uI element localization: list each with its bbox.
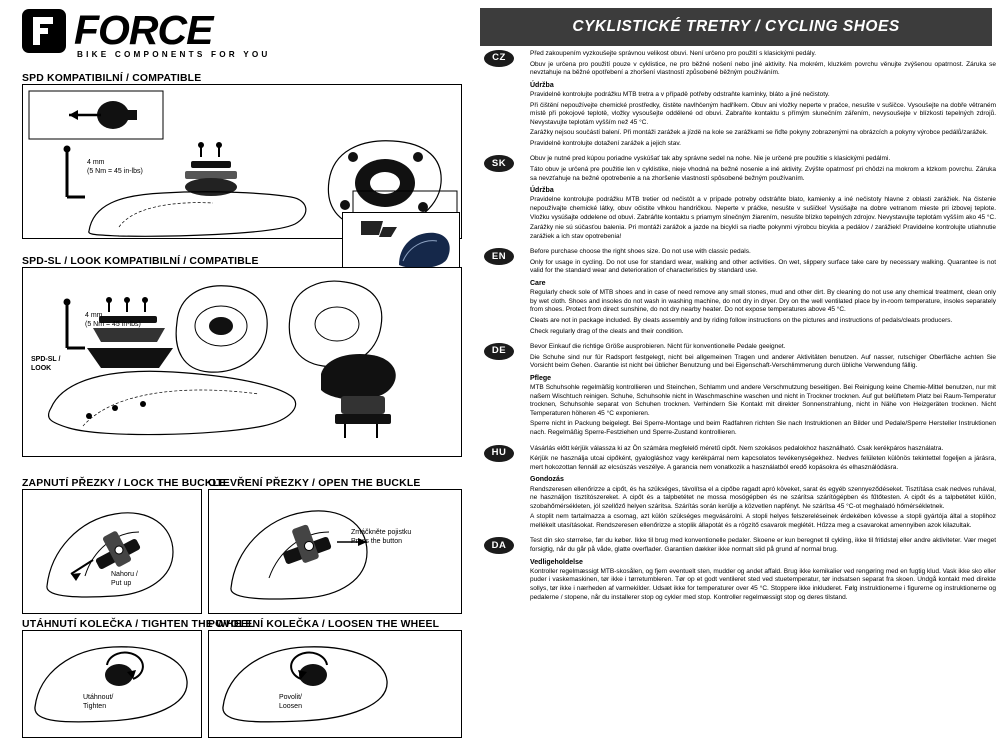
spdsl-diagram-icon bbox=[23, 268, 461, 456]
instructions-column bbox=[484, 50, 996, 705]
section-title-spdsl: SPD-SL / LOOK KOMPATIBILNÍ / COMPATIBLE bbox=[22, 256, 259, 267]
cz-intro-1: Před zakoupením vyzkoušejte správnou velikost obuvi. Není určeno pro použití s klasickými pedály. bbox=[530, 50, 817, 57]
torque-label-spdsl: 4 mm (5 Nm = 45 in-lbs) bbox=[85, 312, 141, 328]
lang-badge-en: EN bbox=[484, 248, 514, 265]
sk-care-1: Pravidelne kontrolujte podrážku MTB tretier od nečistôt a v prípade potreby odstráňte blato, kamienky a iné nečistoty hlavne z oblasti zarážiek. Na čistenie nepoužívajte chemické látky, obuv očistite vlhkou handričkou. Neperte v práčke, nesušte v sušičke! Vysúšajte na dobre vetranom mieste pri izbovej teplote. Vložku vysúšajte oddelene od obuvi. Zabráňte kontaktu s priamym slnečným žiarením, nesušte blízko tepelných zdrojov. Nevystavujte teplotám vyšším ako 45 °C. bbox=[530, 196, 997, 221]
press-button-label: Zmáčkněte pojistku Press the button bbox=[351, 529, 412, 546]
sk-care-title: Údržba bbox=[530, 187, 554, 195]
da-intro-1: Test din sko størrelse, før du køber. Ikke til brug med konventionelle pedaler. Skoene er kun beregnet til cykling, ikke til fritidstøj eller andre aktiviteter. Vær meget forsigtig, når du går på våde, glatte overflader. Garantien dækker ikke normalt slid på grund af normal brug. bbox=[530, 537, 996, 554]
figure-spdsl-compatible bbox=[22, 267, 462, 457]
figure-lock-buckle bbox=[22, 489, 202, 614]
hu-care-2: A stoplit nem tartalmazza a csomag, azt külön szükséges megvásárolni. A stopli helyes felszereléseinek érdekében kövesse a stopli gyártója által a stoplihoz mellékelt utasításokat. Rendszeresen ellenőrizze a stoplik állapotát és a rögzítő csavarok meglétét. Hűzza meg a csavarokat amennyiben azok kilazultak. bbox=[530, 513, 996, 529]
de-intro-2: Die Schuhe sind nur für Radsport festgelegt, nicht bei allgemeinen Tragen und anderer Aktivitäten benutzen. Auf nasser, rutschiger Oberfläche achten Sie Vorsicht beim Gehen. Garantie ist nicht bei üblicher Benutzung und bei Eigenschaft-Verschlimmerung durch übliche Verwendung fällig. bbox=[530, 353, 996, 370]
figure-open-buckle bbox=[208, 489, 462, 614]
brand-tagline: BIKE COMPONENTS FOR YOU bbox=[77, 50, 271, 59]
sk-intro-1: Obuv je nutné pred kúpou poriadne vyskúšať tak aby správne sedel na nohe. Nie je určené pre použitie s klasickými pedálmi. bbox=[530, 155, 891, 163]
lang-badge-hu: HU bbox=[484, 445, 514, 462]
lang-block-sk bbox=[484, 155, 996, 241]
section-title-spd: SPD KOMPATIBILNÍ / COMPATIBLE bbox=[22, 73, 202, 84]
hu-care-title: Gondozás bbox=[530, 476, 564, 484]
open-buckle-icon bbox=[209, 490, 461, 613]
en-intro-1: Before purchase choose the right shoes size. Do not use with classic pedals. bbox=[530, 248, 751, 256]
de-care-1: MTB Schuhsohle regelmäßig kontrollieren und Steinchen, Schlamm und andere Verschmutzung beseitigen. Bei Reinigung keine Chemie-Mittel benutzen, nur mit naßem Wischtuch reinigen. Schuhe, Schuhsohle nicht in Waschmaschine waschen und nicht in Trockner trocknen. Auf gut belüftetem Platz bei Raum-Temperatur trocknen, Schuhsohle separat von Schuhen trocknen. Verhindern Sie Kontakt mit direkter Sonnenstrahlung, nicht in Nähe von Heizgeräten trocknen. Nicht Temperaturen höheren 45 °C exponieren. bbox=[530, 384, 996, 417]
force-f-logo-icon bbox=[22, 9, 66, 53]
loosen-wheel-icon bbox=[209, 631, 461, 737]
torque-label-spd: 4 mm (5 Nm = 45 in-lbs) bbox=[87, 159, 143, 175]
cz-care-4: Pravidelně kontrolujte dotažení zarážek a jejich stav. bbox=[530, 139, 681, 147]
en-care-2: Cleats are not in package included. By cleats assembly and by riding follow instructions on the pictures and instructions of pedals/cleats producers. bbox=[530, 317, 953, 324]
cz-care-1: Pravidelně kontrolujte podrážku MTB tretra a v případě potřeby odstraňte kamínky, bláto a jiné nečistoty. bbox=[530, 90, 830, 98]
cz-intro-2: Obuv je určena pro použití pouze v cyklistice, ne pro běžné nošení nebo jiné aktivity. Na mokrém, kluzkém povrchu věnujte zvýšenou opatrnost. Záruka se nevztahuje na běžné opotřebení a zhoršení vlastností způsobené běžným používáním. bbox=[530, 60, 996, 77]
hu-care-1: Rendszeresen ellenőrizze a cipőt, és ha szükséges, távolítsa el a cipőbe ragadt apró köveket, sarat és egyéb szennyeződéseket. Tisztítása csak nedves ruhával, ne használjon tisztítószereket. A cipőt és a talpbetétet ne mossa mosógépben és ne szárítsa szárítógépben és fűtőtesten. A cipőt és a talpbetétet külön, szobahőmérsékleten, jól szellőző helyen szárítsa. Szárítás során kerülje a közvetlen napfényt. Ne szárítsa 45 °C-ot meghaladó hőmérsékletnek. bbox=[530, 485, 996, 510]
lang-block-hu bbox=[484, 445, 996, 531]
lang-block-cz bbox=[484, 50, 996, 148]
cz-care-title: Údržba bbox=[530, 81, 554, 89]
figure-loosen-wheel bbox=[208, 630, 462, 738]
hu-intro-1: Vásárlás előtt kérjük válassza ki az Ön számára megfelelő méretű cipőt. Nem szokásos pedalokhoz használható. Csak kerékpáros használatra. bbox=[530, 444, 944, 452]
section-title-open: OTEVŘENÍ PŘEZKY / OPEN THE BUCKLE bbox=[208, 478, 421, 489]
en-intro-2: Only for usage in cycling. Do not use for standard wear, walking and other activities. On wet, slippery surface take care by necessary walking. Quarantee is not valid for the standard wear and deterioration of characteristics by standard use. bbox=[530, 258, 996, 275]
lang-badge-de: DE bbox=[484, 343, 514, 360]
tighten-label: Utáhnout/ Tighten bbox=[83, 694, 114, 711]
page-title: CYKLISTICKÉ TRETRY / CYCLING SHOES bbox=[572, 18, 900, 35]
sk-care-2: Zarážky nie sú súčasťou balenia. Pri montáži zarážok a jazde na bicykli sa riaďte pokynmi výrobcu bicykla a pedálov / zarážiek! Pravidelne kontrolujte utiahnutie zarážiek a ich stav opotrebenia! bbox=[530, 224, 996, 240]
spdsl-look-label: SPD-SL / LOOK bbox=[31, 356, 61, 372]
figure-tighten-wheel bbox=[22, 630, 202, 738]
title-bar bbox=[480, 8, 992, 46]
lang-badge-cz: CZ bbox=[484, 50, 514, 67]
section-title-lock: ZAPNUTÍ PŘEZKY / LOCK THE BUCKLE bbox=[22, 478, 227, 489]
section-title-loosen: POVOLENÍ KOLEČKA / LOOSEN THE WHEEL bbox=[208, 619, 440, 630]
put-up-label: Nahoru / Put up bbox=[111, 571, 138, 588]
lock-buckle-icon bbox=[23, 490, 201, 613]
de-care-title: Pflege bbox=[530, 374, 552, 382]
sk-intro-2: Táto obuv je určená pre použitie len v cyklistike, nieje vhodná na bežné nosenie a iné aktivity. Zvýšte opatrnosť pri chôdzi na mokrom a klzkom povrchu. Záruka sa nevzťahuje na bežné opotrebenie a na zhoršenie vlastností spôsobené bežným používaním. bbox=[530, 166, 996, 182]
da-care-title: Vedligeholdelse bbox=[530, 558, 583, 566]
en-care-title: Care bbox=[530, 280, 546, 288]
brand-logo bbox=[22, 7, 322, 59]
brand-name: FORCE bbox=[74, 7, 213, 53]
lang-badge-da: DA bbox=[484, 537, 514, 554]
tighten-wheel-icon bbox=[23, 631, 201, 737]
hu-intro-2: Kérjük ne használja utcai cipőként, gyalogláshoz vagy kerékpárral nem kapcsolatos tevékenységekhez. Nedves felületen különös tekintettel fogeljen a járásra, mert hokozottan fennáll az elcsúszás veszélye. A garancia nem vonatkozik a használatból eredő kopásokra és elhasználódásra. bbox=[530, 455, 996, 471]
lang-block-de bbox=[484, 343, 996, 437]
shoe-cleat-icon bbox=[343, 213, 459, 273]
loosen-label: Povolit/ Loosen bbox=[279, 694, 302, 711]
da-care-1: Kontroller regelmæssigt MTB-skosålen, og fjern eventuelt sten, mudder og andet affald. Brug ikke kemikalier ved rengøring med en fugtig klud. Vask ikke sko eller puder i vaskemaskinen, tør ikke i tørretumbleren. Tør op et godt ventileret sted ved stuetemperatur, tør indsatsen separat fra skoen. Undgå kontakt med direkte sollys, tør ikke i nærheden af varmekilder. Udsæt ikke for temperaturer over 45 °C. Stoppere ikke inkluderet. Følg instruktionerne i figurerne og instruktionerne og pedalerne / stopene, når du installerer stop og cykler med stop. Kontroller regelmæssigt stop og deres tilstand. bbox=[530, 567, 996, 601]
cz-care-2: Při čištění nepoužívejte chemické prostředky, čistěte navlhčeným hadříkem. Obuv ani vložky neperte v pračce, nesušte v sušičce. Vysoušejte na dobře větraném místě při pokojové teplotě, vložky vysoušejte oddělené od obuvi. Zabraňte kontaktu s přímým slunečním zářením, nevysoušejte v blízkosti tepelných zdrojů. Nevystavujte teplotám vyšším než 45 °C. bbox=[530, 101, 996, 126]
lang-badge-sk: SK bbox=[484, 155, 514, 172]
figure-shoe-inset bbox=[342, 212, 460, 274]
en-care-1: Regularly check sole of MTB shoes and in case of need remove any small stones, mud and other dirt. By cleaning do not use any chemical treatment, clean only by wet cloth. Shoes and insoles do not wash in washing machine, do not dry in dryer. Dry on the well ventilated place by in-room temperature, insoles separately from shoes. Protect from direct sunshine, do not dry nearby heater. Do not expose temperatures above 45 °C. bbox=[530, 289, 996, 314]
lang-block-da bbox=[484, 537, 996, 602]
en-care-3: Check regularly drag of the cleats and their condition. bbox=[530, 327, 684, 335]
de-care-2: Sperre nicht in Packung beigelegt. Bei Sperre-Montage und beim Radfahren richten Sie nach Instruktionen an Bilder und Pedale/Sperre Hersteller Instruktionen nach. Regelmäßig Sperre-Festziehen und Sperre-Zustand kontrollieren. bbox=[530, 420, 996, 437]
lang-block-en bbox=[484, 248, 996, 336]
section-title-tighten: UTÁHNUTÍ KOLEČKA / TIGHTEN THE WHEEL bbox=[22, 619, 255, 630]
de-intro-1: Bevor Einkauf die richtige Größe ausprobieren. Nicht für konventionelle Pedale geeignet. bbox=[530, 343, 786, 351]
figures-column bbox=[0, 54, 480, 711]
cz-care-3: Zarážky nejsou součástí balení. Při montáži zarážek a jízdě na kole se zarážkami se řiďte pokyny zobrazenými na obrázcích a pokyny výrobce pedálů/zarážek. bbox=[530, 129, 988, 137]
